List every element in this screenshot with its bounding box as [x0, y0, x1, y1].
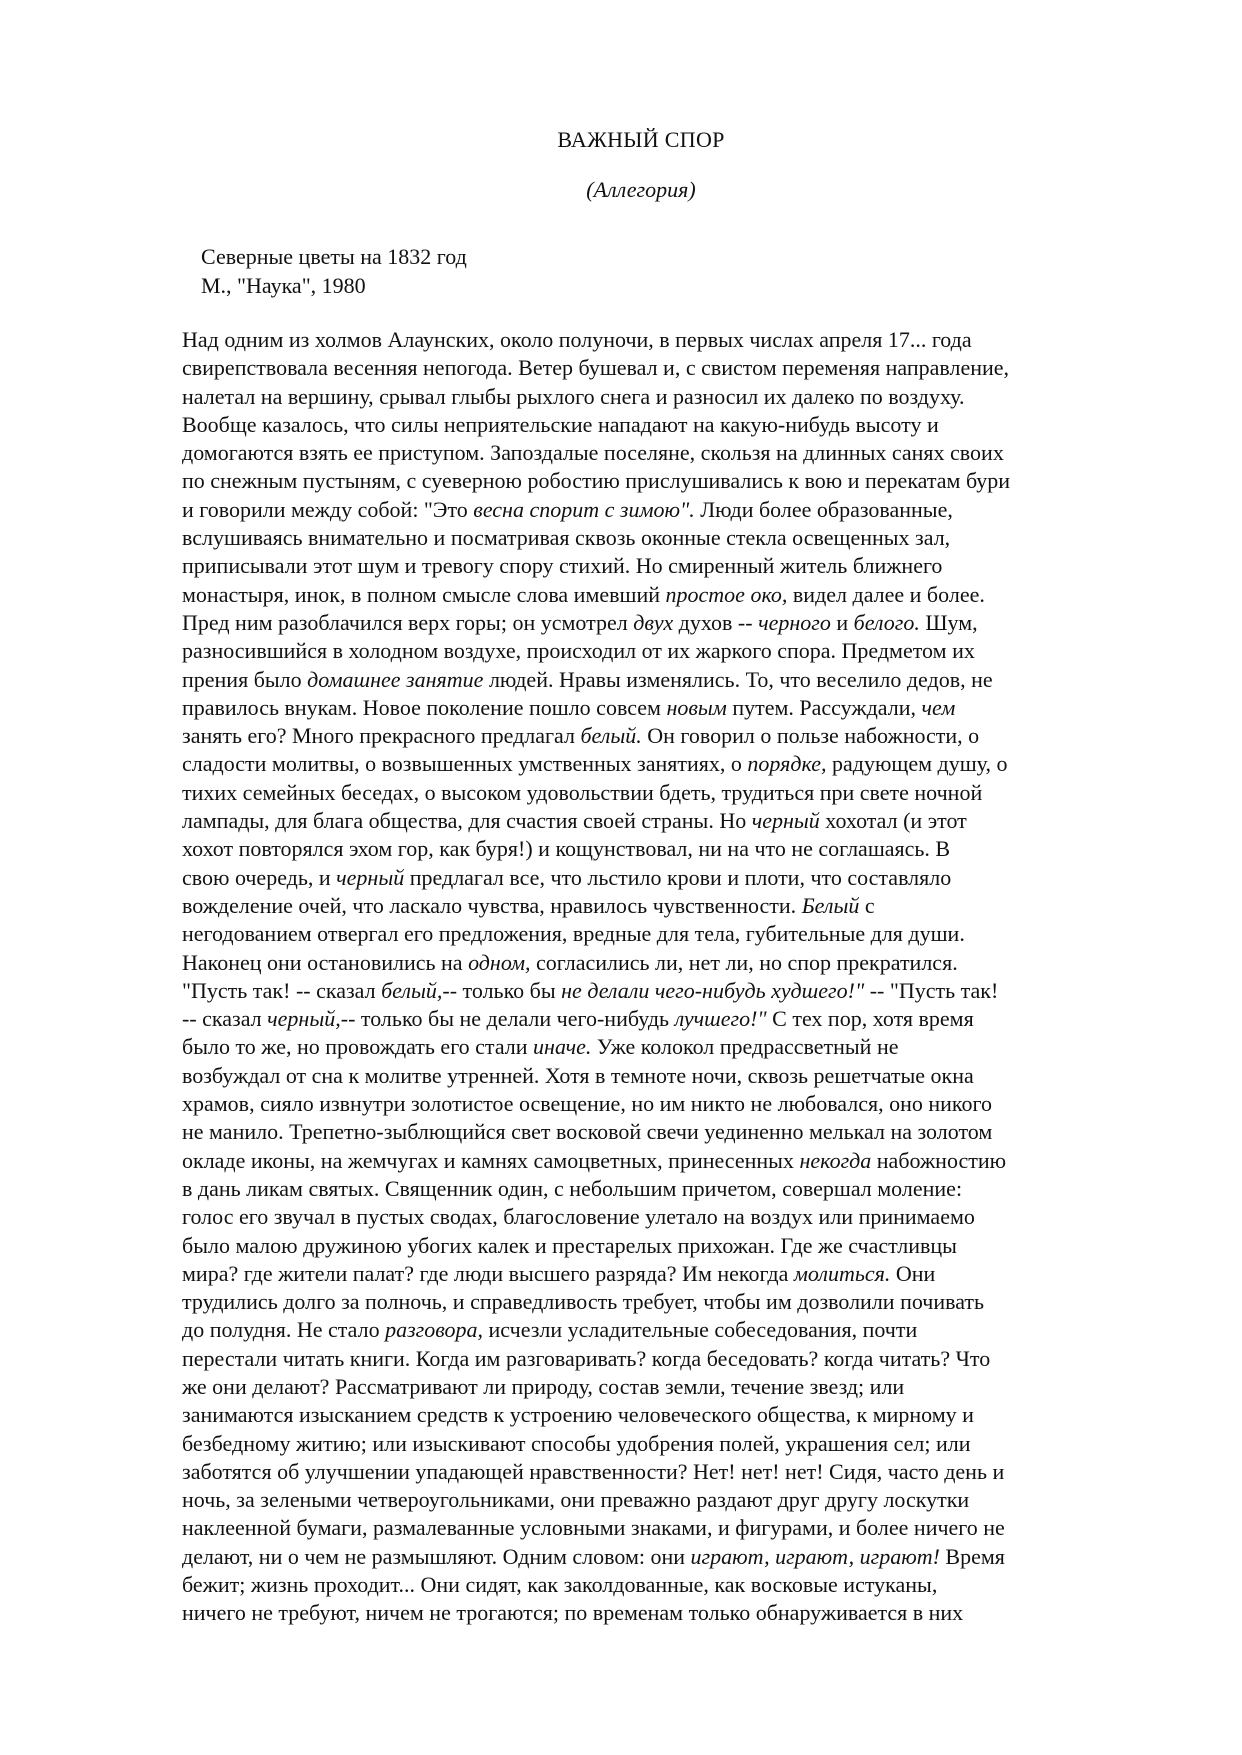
- text-segment: монастыря, инок, в полном смысле слова имевший: [182, 581, 666, 607]
- text-segment: Над одним из холмов Алаунских, около полуночи, в первых числах апреля 17... года: [182, 327, 972, 352]
- text-line: [182, 1316, 1122, 1344]
- text-line: [182, 835, 1122, 863]
- text-segment: ночь, за зелеными четвероугольниками, они преважно раздают друг другу лоскутки: [182, 1487, 970, 1513]
- text-segment: храмов, сияло извнутри золотистое освещение, но им никто не любовался, оно никого: [182, 1091, 992, 1117]
- text-line: [182, 1232, 1122, 1260]
- text-segment: свирепствовала весенняя непогода. Ветер бушевал и, с свистом переменяя направление,: [182, 355, 1010, 381]
- text-line: [182, 411, 1122, 439]
- text-line: [182, 722, 1122, 750]
- text-line: [182, 637, 1122, 665]
- text-line: [182, 1401, 1122, 1429]
- text-segment: -- только бы не делали чего-нибудь: [340, 1006, 675, 1032]
- text-line: [182, 779, 1122, 807]
- italic-segment: одном,: [468, 949, 531, 975]
- text-segment: безбедному житию; или изыскивают способы удобрения полей, украшения сел; или: [182, 1430, 971, 1456]
- italic-segment: простое око,: [665, 581, 788, 607]
- text-segment: путем. Рассуждали,: [726, 694, 922, 720]
- text-line: [182, 1175, 1122, 1203]
- text-segment: согласились ли, нет ли, но спор прекратился.: [530, 949, 958, 975]
- italic-segment: играют, играют, играют!: [690, 1543, 940, 1569]
- text-segment: налетал на вершину, срывал глыбы рыхлого снега и разносил их далеко по воздуху.: [182, 383, 965, 409]
- text-line: [182, 552, 1122, 580]
- italic-segment: черный: [336, 864, 405, 890]
- text-segment: делают, ни о чем не размышляют. Одним словом: они: [182, 1543, 691, 1569]
- text-segment: Пред ним разоблачился верх горы; он усмотрел: [182, 609, 634, 635]
- text-segment: перестали читать книги. Когда им разговаривать? когда беседовать? когда читать? Что: [182, 1345, 991, 1371]
- document-title: ВАЖНЫЙ СПОР: [557, 127, 725, 152]
- italic-segment: лучшего!": [674, 1006, 767, 1032]
- body-text: [182, 326, 1122, 1628]
- text-segment: же они делают? Рассматривают ли природу, состав земли, течение звезд; или: [182, 1373, 905, 1399]
- italic-segment: порядке,: [747, 751, 827, 777]
- text-segment: Наконец они остановились на: [182, 949, 469, 975]
- text-segment: Они: [890, 1260, 936, 1286]
- text-line: [182, 1514, 1122, 1542]
- text-line: [182, 949, 1122, 977]
- text-segment: людей. Нравы изменялись. То, что веселило дедов, не: [483, 666, 993, 692]
- text-line: [182, 609, 1122, 637]
- text-segment: с: [859, 892, 875, 918]
- text-segment: и говорили между собой: "Это: [182, 496, 474, 522]
- text-segment: набожностию: [871, 1147, 1007, 1173]
- text-segment: ничего не требуют, ничем не трогаются; по временам только обнаруживается в них: [182, 1600, 964, 1626]
- text-segment: голос его звучал в пустых сводах, благословение улетало на воздух или принимаемо: [182, 1204, 975, 1230]
- text-line: [182, 354, 1122, 382]
- text-line: [182, 977, 1122, 1005]
- text-line: [182, 1062, 1122, 1090]
- text-segment: Время: [939, 1543, 1005, 1569]
- italic-segment: белого.: [853, 609, 920, 635]
- text-line: [182, 666, 1122, 694]
- text-segment: Шум,: [919, 609, 978, 635]
- italic-segment: Белый: [801, 892, 860, 918]
- text-line: [182, 581, 1122, 609]
- text-segment: исчезли усладительные собеседования, почти: [483, 1317, 918, 1343]
- text-segment: сладости молитвы, о возвышенных умственных занятиях, о: [182, 751, 748, 777]
- text-line: [182, 439, 1122, 467]
- italic-segment: черный: [751, 808, 820, 834]
- text-segment: и: [830, 609, 854, 635]
- source-line: М., "Наука", 1980: [201, 273, 366, 298]
- text-line: [182, 1543, 1122, 1571]
- italic-segment: новым: [666, 694, 727, 720]
- text-segment: лампады, для блага общества, для счастия своей страны. Но: [182, 808, 752, 834]
- text-segment: хохотал (и этот: [819, 808, 967, 834]
- text-segment: приписывали этот шум и тревогу спору стихий. Но смиренный житель ближнего: [182, 553, 943, 579]
- text-line: [182, 1571, 1122, 1599]
- text-line: [182, 1090, 1122, 1118]
- text-segment: было малою дружиною убогих калек и престарелых прихожан. Где же счастливцы: [182, 1232, 957, 1258]
- text-line: [182, 1345, 1122, 1373]
- text-segment: вожделение очей, что ласкало чувства, нравилось чувственности.: [182, 892, 802, 918]
- text-segment: Он говорил о пользе набожности, о: [641, 723, 980, 749]
- text-segment: духов --: [673, 609, 759, 635]
- text-line: [182, 326, 1122, 354]
- text-segment: занимаются изысканием средств к устроению человеческого общества, к мирному и: [182, 1402, 974, 1428]
- source-line: Северные цветы на 1832 год: [201, 244, 467, 269]
- text-segment: свою очередь, и: [182, 864, 337, 890]
- text-segment: в дань ликам святых. Священник один, с небольшим причетом, совершал моление:: [182, 1175, 963, 1201]
- text-segment: -- сказал: [182, 1006, 268, 1032]
- text-line: [182, 383, 1122, 411]
- text-segment: трудились долго за полночь, и справедливость требует, чтобы им дозволили почивать: [182, 1289, 985, 1315]
- text-segment: возбуждал от сна к молитве утренней. Хотя в темноте ночи, сквозь решетчатые окна: [182, 1062, 974, 1088]
- text-segment: по снежным пустыням, с суеверною робостию прислушивались к вою и перекатам бури: [182, 468, 1011, 494]
- text-segment: правилось внукам. Новое поколение пошло совсем: [182, 694, 667, 720]
- italic-segment: весна спорит с зимою".: [473, 496, 695, 522]
- text-line: [182, 694, 1122, 722]
- text-segment: "Пусть так! -- сказал: [182, 977, 382, 1003]
- italic-segment: некогда: [799, 1147, 872, 1173]
- text-segment: мира? где жители палат? где люди высшего разряда? Им некогда: [182, 1260, 794, 1286]
- italic-segment: разговора,: [385, 1317, 484, 1343]
- italic-segment: черного: [758, 609, 831, 635]
- italic-segment: черный,: [267, 1006, 341, 1032]
- document-subtitle: (Аллегория): [586, 177, 696, 202]
- text-line: [182, 1033, 1122, 1061]
- text-line: [182, 864, 1122, 892]
- text-segment: прения было: [182, 666, 308, 692]
- text-line: [182, 1458, 1122, 1486]
- text-segment: вслушиваясь внимательно и посматривая сквозь оконные стекла освещенных зал,: [182, 525, 951, 551]
- italic-segment: молиться.: [793, 1260, 891, 1286]
- text-line: [182, 1373, 1122, 1401]
- text-line: [182, 496, 1122, 524]
- text-segment: заботятся об улучшении упадающей нравственности? Нет! нет! нет! Сидя, часто день и: [182, 1458, 1005, 1484]
- text-segment: негодованием отвергал его предложения, вредные для тела, губительные для души.: [182, 921, 965, 947]
- text-line: [182, 1599, 1122, 1627]
- text-segment: бежит; жизнь проходит... Они сидят, как заколдованные, как восковые истуканы,: [182, 1572, 938, 1598]
- italic-segment: не делали чего-нибудь худшего!": [561, 977, 865, 1003]
- text-segment: видел далее и более.: [787, 581, 985, 607]
- text-segment: Вообще казалось, что силы неприятельские нападают на какую-нибудь высоту и: [182, 411, 939, 437]
- text-line: [182, 1288, 1122, 1316]
- text-line: [182, 920, 1122, 948]
- text-line: [182, 807, 1122, 835]
- source-citation: [201, 242, 467, 300]
- text-segment: С тех пор, хотя время: [766, 1006, 974, 1032]
- text-segment: было то же, но провождать его стали: [182, 1034, 534, 1060]
- text-segment: радующем душу, о: [826, 751, 1008, 777]
- text-segment: предлагал все, что льстило крови и плоти, что составляло: [404, 864, 952, 890]
- text-segment: -- только бы: [442, 977, 562, 1003]
- text-segment: разносившийся в холодном воздухе, происходил от их жаркого спора. Предметом их: [182, 638, 975, 664]
- text-line: [182, 1118, 1122, 1146]
- text-line: [182, 1486, 1122, 1514]
- text-segment: наклеенной бумаги, размалеванные условными знаками, и фигурами, и более ничего не: [182, 1515, 1005, 1541]
- text-line: [182, 1203, 1122, 1231]
- text-segment: занять его? Много прекрасного предлагал: [182, 723, 581, 749]
- italic-segment: чем: [921, 694, 956, 720]
- text-line: [182, 1430, 1122, 1458]
- italic-segment: белый,: [381, 977, 443, 1003]
- italic-segment: домашнее занятие: [307, 666, 484, 692]
- text-segment: окладе иконы, на жемчугах и камнях самоцветных, принесенных: [182, 1147, 800, 1173]
- text-segment: тихих семейных беседах, о высоком удовольствии бдеть, трудиться при свете ночной: [182, 779, 983, 805]
- text-line: [182, 524, 1122, 552]
- text-line: [182, 1005, 1122, 1033]
- text-line: [182, 750, 1122, 778]
- text-line: [182, 892, 1122, 920]
- text-segment: до полудня. Не стало: [182, 1317, 386, 1343]
- italic-segment: белый.: [580, 723, 642, 749]
- italic-segment: иначе.: [533, 1034, 592, 1060]
- italic-segment: двух: [633, 609, 674, 635]
- text-line: [182, 1147, 1122, 1175]
- text-line: [182, 1260, 1122, 1288]
- text-segment: хохот повторялся эхом гор, как буря!) и кощунствовал, ни на что не соглашаясь. В: [182, 836, 951, 862]
- text-segment: Уже колокол предрассветный не: [591, 1034, 899, 1060]
- text-segment: домогаются взять ее приступом. Запоздалые поселяне, скользя на длинных санях своих: [182, 440, 1004, 466]
- text-segment: не манило. Трепетно-зыблющийся свет восковой свечи уединенно мелькал на золотом: [182, 1119, 993, 1145]
- text-segment: Люди более образованные,: [694, 496, 953, 522]
- text-line: [182, 467, 1122, 495]
- text-segment: -- "Пусть так!: [864, 977, 999, 1003]
